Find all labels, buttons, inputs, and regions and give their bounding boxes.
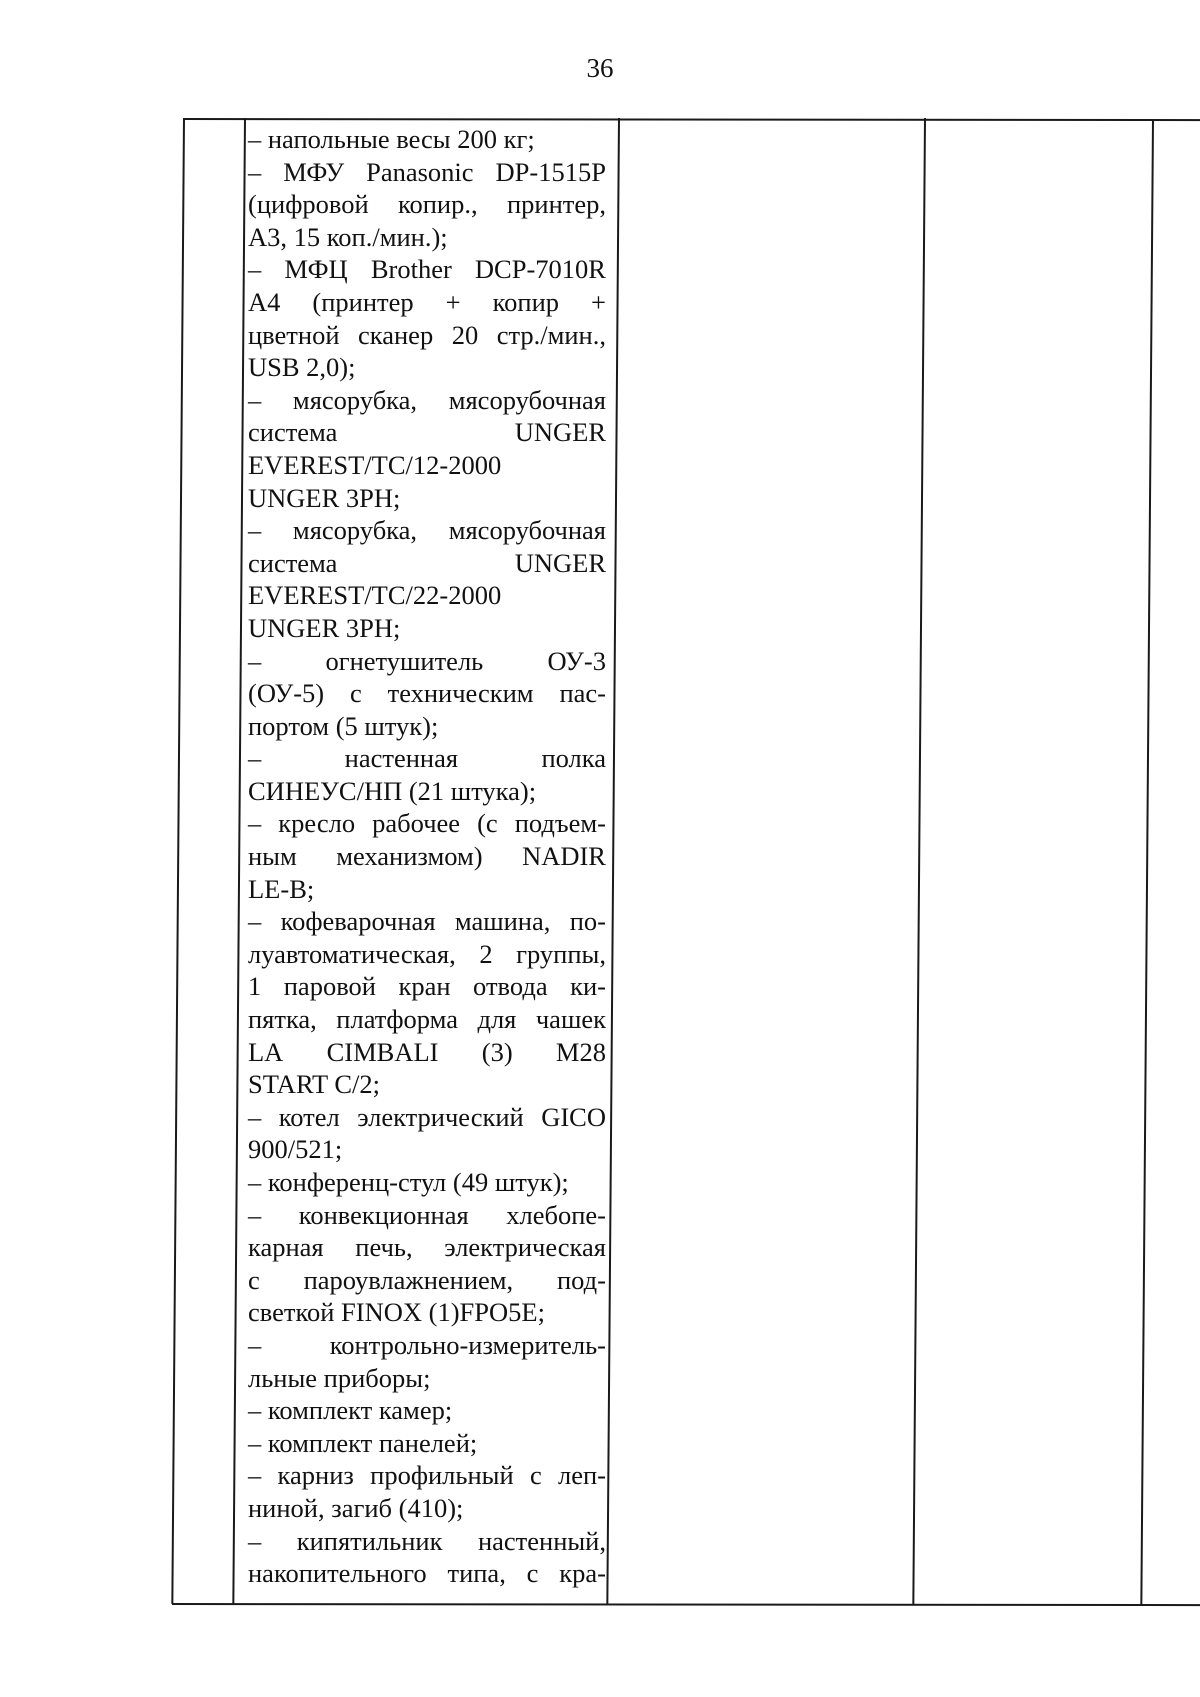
equipment-list-line: – кипятильник настенный, [248,1525,606,1556]
page-number: 36 [586,53,614,83]
equipment-list-line: START C/2; [248,1069,381,1100]
equipment-list-line: – МФУ Panasonic DP-1515P [248,156,606,187]
table-bottom-border [172,1603,1200,1606]
equipment-list-line: – комплект камер; [248,1395,453,1426]
equipment-list-line: система UNGER [248,547,606,578]
equipment-list-line: с пароувлажнением, под- [248,1264,606,1295]
equipment-list-line: – конвекционная хлебопе- [248,1199,606,1230]
equipment-list-line: ниной, загиб (410); [248,1492,464,1523]
equipment-list-line: – карниз профильный с леп- [248,1460,606,1491]
equipment-list-line: (ОУ-5) с техническим пас- [248,678,606,709]
equipment-list-line: система UNGER [248,417,606,448]
equipment-list-line: LE-B; [248,873,315,904]
table-column-border-3 [606,118,620,1604]
equipment-list-cell [248,123,606,1590]
equipment-list-line: льные приборы; [248,1362,431,1393]
equipment-list-line: – мясорубка, мясорубочная [248,515,606,546]
equipment-list-line: (цифровой копир., принтер, [248,189,606,220]
equipment-list-line: А4 (принтер + копир + [248,286,606,317]
equipment-list-line: – кофеварочная машина, по- [248,906,606,937]
equipment-list-line: LA CIMBALI (3) M28 [248,1036,606,1067]
equipment-list-line: луавтоматическая, 2 группы, [248,938,606,969]
equipment-list-line: – комплект панелей; [248,1427,478,1458]
equipment-list-line: светкой FINOX (1)FPO5E; [248,1297,545,1328]
equipment-list-line: накопительного типа, с кра- [248,1558,606,1589]
equipment-list-line: – конференц-стул (49 штук); [248,1167,569,1197]
equipment-list-line: ным механизмом) NADIR [248,841,606,872]
equipment-list-line: карная печь, электрическая [248,1232,606,1263]
equipment-list-line: – контрольно-измеритель- [248,1329,606,1360]
equipment-list-line: – кресло рабочее (с подъем- [248,808,606,839]
table-column-border-2 [232,118,246,1604]
equipment-list-line: UNGER 3PH; [248,612,401,643]
equipment-list-line: UNGER 3PH; [248,482,401,513]
equipment-list-line: EVEREST/TC/12-2000 [248,449,502,480]
equipment-list-line: EVEREST/TC/22-2000 [248,580,502,611]
equipment-list-line: пятка, платформа для чашек [248,1004,606,1035]
equipment-list-line: – напольные весы 200 кг; [248,124,535,154]
equipment-list-line: – мясорубка, мясорубочная [248,384,606,415]
equipment-list-line: 1 паровой кран отвода ки- [248,971,606,1002]
equipment-list-line: 900/521; [248,1134,343,1165]
equipment-list-line: цветной сканер 20 стр./мин., [248,319,606,350]
equipment-list-line: – настенная полка [248,743,606,774]
equipment-list-line: СИНЕУС/НП (21 штука); [248,775,537,806]
equipment-list-line: портом (5 штук); [248,710,439,741]
table-column-border-4 [912,118,926,1604]
table-column-border-5 [1140,120,1154,1606]
equipment-list-line: USB 2,0); [248,352,356,383]
equipment-list-line: – огнетушитель ОУ-3 [248,645,606,676]
equipment-list-line: – котел электрический GICO [248,1101,606,1132]
equipment-list-line: А3, 15 коп./мин.); [248,221,448,252]
table-column-border-1 [171,118,185,1604]
table-top-border [184,118,1200,121]
equipment-list-line: – МФЦ Brother DCP-7010R [248,254,606,285]
